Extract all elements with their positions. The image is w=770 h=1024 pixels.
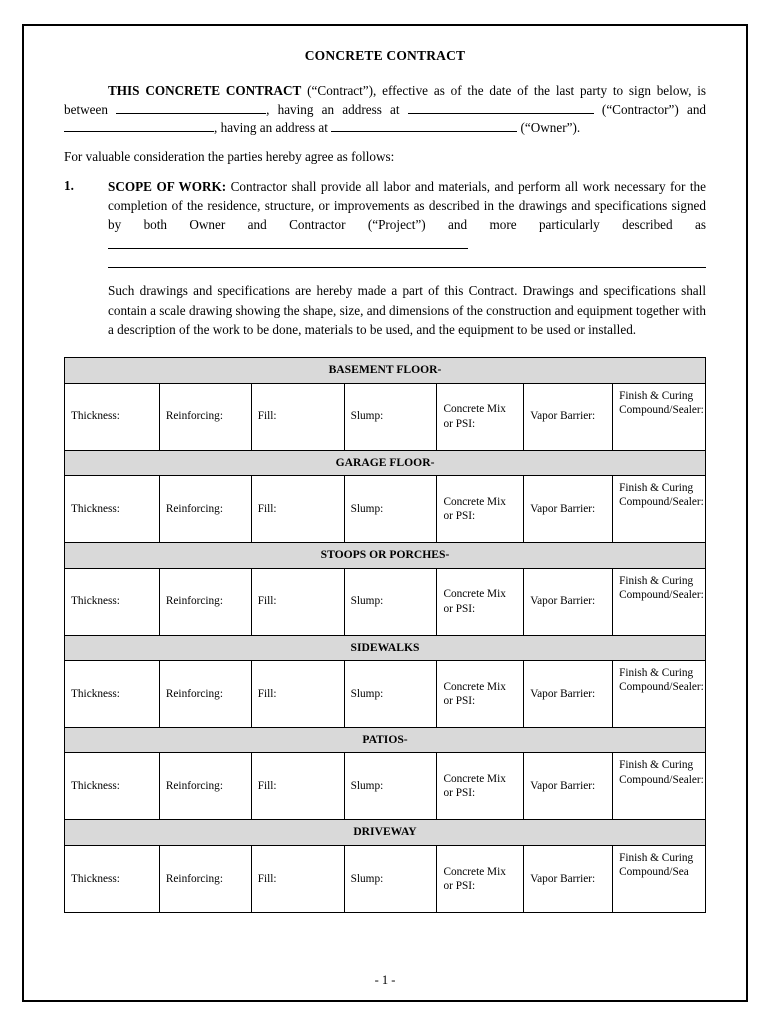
intro-paragraph xyxy=(64,82,706,138)
cell-reinforcing[interactable]: Reinforcing: xyxy=(159,845,251,912)
clause-scope-of-work xyxy=(64,177,706,339)
cell-thickness[interactable]: Thickness: xyxy=(65,753,160,820)
clause-body xyxy=(108,177,706,339)
cell-finish-curing[interactable]: Finish & Curing Compound/Sealer: xyxy=(613,383,706,450)
cell-slump[interactable]: Slump: xyxy=(344,661,437,728)
cell-concrete-mix[interactable]: Concrete Mix or PSI: xyxy=(437,661,524,728)
clause-heading: SCOPE OF WORK: xyxy=(108,178,227,194)
section-label: DRIVEWAY xyxy=(65,820,706,845)
cell-reinforcing[interactable]: Reinforcing: xyxy=(159,568,251,635)
cell-concrete-mix[interactable]: Concrete Mix or PSI: xyxy=(437,753,524,820)
table-row xyxy=(65,661,706,728)
cell-vapor-barrier[interactable]: Vapor Barrier: xyxy=(524,661,613,728)
owner-name-blank[interactable] xyxy=(64,119,214,132)
intro-text-1: (“Contract”), effective as of the date of the last party to sign below, is between xyxy=(64,83,706,117)
cell-finish-curing[interactable]: Finish & Curing Compound/Sealer: xyxy=(613,476,706,543)
cell-reinforcing[interactable]: Reinforcing: xyxy=(159,661,251,728)
contractor-address-blank[interactable] xyxy=(408,101,594,114)
cell-fill[interactable]: Fill: xyxy=(251,568,344,635)
clause-body-text-1: Contractor shall provide all labor and materials, and perform all work necessary for the completion of the residence, structure, or improvements as described in the drawings and specifications signed by both Owner and Contractor (“Project”) and more particularly described as xyxy=(108,178,706,233)
cell-finish-curing[interactable]: Finish & Curing Compound/Sealer: xyxy=(613,568,706,635)
cell-thickness[interactable]: Thickness: xyxy=(65,476,160,543)
cell-slump[interactable]: Slump: xyxy=(344,383,437,450)
intro-lead-bold: THIS CONCRETE CONTRACT xyxy=(108,83,302,98)
cell-slump[interactable]: Slump: xyxy=(344,568,437,635)
table-section-header-patios xyxy=(65,728,706,753)
table-section-header-garage xyxy=(65,450,706,475)
section-label: BASEMENT FLOOR- xyxy=(65,358,706,383)
section-label: STOOPS OR PORCHES- xyxy=(65,543,706,568)
intro-text-4: , having an address at xyxy=(214,120,328,136)
table-section-header-stoops xyxy=(65,543,706,568)
cell-thickness[interactable]: Thickness: xyxy=(65,661,160,728)
cell-thickness[interactable]: Thickness: xyxy=(65,568,160,635)
clause-number: 1. xyxy=(64,177,74,193)
page-number: - 1 - xyxy=(374,973,396,987)
project-description-blank-2[interactable] xyxy=(108,255,706,268)
table-row xyxy=(65,383,706,450)
clause-text-1 xyxy=(108,177,706,273)
cell-fill[interactable]: Fill: xyxy=(251,661,344,728)
cell-vapor-barrier[interactable]: Vapor Barrier: xyxy=(524,383,613,450)
table-section-header-driveway xyxy=(65,820,706,845)
cell-thickness[interactable]: Thickness: xyxy=(65,845,160,912)
cell-vapor-barrier[interactable]: Vapor Barrier: xyxy=(524,476,613,543)
cell-vapor-barrier[interactable]: Vapor Barrier: xyxy=(524,568,613,635)
cell-concrete-mix[interactable]: Concrete Mix or PSI: xyxy=(437,568,524,635)
cell-fill[interactable]: Fill: xyxy=(251,383,344,450)
table-row xyxy=(65,568,706,635)
concrete-specifications-table xyxy=(64,357,706,913)
contractor-name-blank[interactable] xyxy=(116,101,266,114)
cell-concrete-mix[interactable]: Concrete Mix or PSI: xyxy=(437,476,524,543)
cell-slump[interactable]: Slump: xyxy=(344,845,437,912)
intro-text-2: , having an address at xyxy=(266,101,400,117)
document-content xyxy=(64,48,706,913)
project-description-blank[interactable] xyxy=(108,236,468,249)
cell-slump[interactable]: Slump: xyxy=(344,753,437,820)
table-row xyxy=(65,753,706,820)
cell-reinforcing[interactable]: Reinforcing: xyxy=(159,753,251,820)
consideration-paragraph: For valuable consideration the parties hereby agree as follows: xyxy=(64,149,395,165)
cell-reinforcing[interactable]: Reinforcing: xyxy=(159,476,251,543)
page-title: CONCRETE CONTRACT xyxy=(304,48,466,63)
section-label: GARAGE FLOOR- xyxy=(65,450,706,475)
table-section-header-sidewalks xyxy=(65,635,706,660)
cell-fill[interactable]: Fill: xyxy=(251,845,344,912)
table-section-header-basement xyxy=(65,358,706,383)
clause-text-2: Such drawings and specifications are hereby made a part of this Contract. Drawings and specifications shall contain a scale drawing showing the shape, size, and dimensions of the construction and equipment together with a description of the work to be done, materials to be used, and the equipment to be used or installed. xyxy=(108,283,706,337)
cell-fill[interactable]: Fill: xyxy=(251,753,344,820)
cell-concrete-mix[interactable]: Concrete Mix or PSI: xyxy=(437,845,524,912)
table-row xyxy=(65,845,706,912)
intro-text-3: (“Contractor”) and xyxy=(601,101,707,117)
cell-reinforcing[interactable]: Reinforcing: xyxy=(159,383,251,450)
table-row xyxy=(65,476,706,543)
cell-thickness[interactable]: Thickness: xyxy=(65,383,160,450)
section-label: PATIOS- xyxy=(65,728,706,753)
cell-finish-curing[interactable]: Finish & Curing Compound/Sealer: xyxy=(613,753,706,820)
cell-finish-curing[interactable]: Finish & Curing Compound/Sea xyxy=(613,845,706,912)
section-label: SIDEWALKS xyxy=(65,635,706,660)
cell-vapor-barrier[interactable]: Vapor Barrier: xyxy=(524,845,613,912)
cell-slump[interactable]: Slump: xyxy=(344,476,437,543)
cell-finish-curing[interactable]: Finish & Curing Compound/Sealer: xyxy=(613,661,706,728)
cell-vapor-barrier[interactable]: Vapor Barrier: xyxy=(524,753,613,820)
cell-fill[interactable]: Fill: xyxy=(251,476,344,543)
intro-text-5: (“Owner”). xyxy=(520,120,581,136)
cell-concrete-mix[interactable]: Concrete Mix or PSI: xyxy=(437,383,524,450)
owner-address-blank[interactable] xyxy=(331,119,517,132)
